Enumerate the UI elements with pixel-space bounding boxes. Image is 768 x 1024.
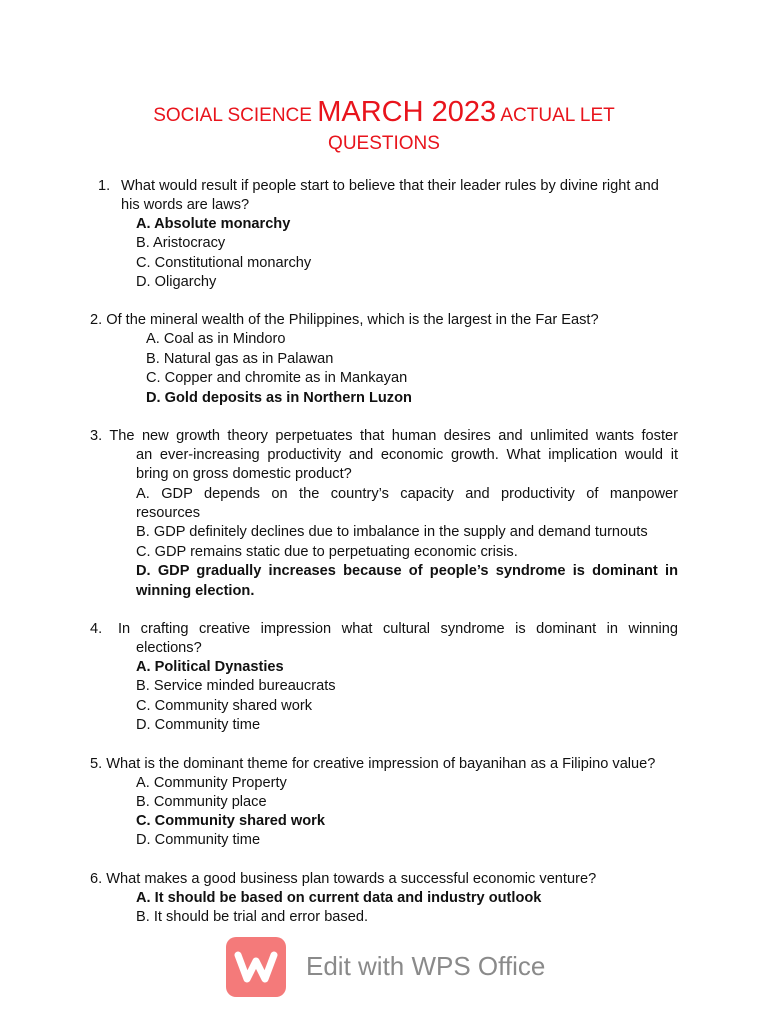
q1-option-a: A. Absolute monarchy: [136, 216, 291, 232]
q2-option-d: D. Gold deposits as in Northern Luzon: [146, 390, 412, 406]
q6-text: 6. What makes a good business plan towards a successful economic venture?: [90, 871, 597, 887]
q5-text: 5. What is the dominant theme for creative impression of bayanihan as a Filipino value?: [90, 756, 656, 772]
q3-option-d-line1: D. GDP gradually increases because of people’s syndrome is dominant in: [136, 563, 678, 579]
wps-edit-banner[interactable]: [226, 937, 566, 999]
q2-option-c: C. Copper and chromite as in Mankayan: [146, 370, 408, 386]
q1-text-line1: What would result if people start to believe that their leader rules by divine right and: [121, 178, 659, 194]
q4-text-line2: elections?: [136, 640, 202, 656]
q5-option-a: A. Community Property: [136, 775, 287, 791]
q3-text-line3: bring on gross domestic product?: [136, 466, 352, 482]
q6-option-b: B. It should be trial and error based.: [136, 909, 369, 925]
q3-option-d-line2: winning election.: [136, 583, 255, 599]
wps-logo-icon: [226, 937, 286, 997]
wps-edit-label[interactable]: Edit with WPS Office: [306, 951, 546, 981]
q1-option-c: C. Constitutional monarchy: [136, 255, 312, 271]
q4-text-line1: In crafting creative impression what cultural syndrome is dominant in winning: [118, 621, 678, 637]
q1-option-d: D. Oligarchy: [136, 274, 217, 290]
q4-option-a: A. Political Dynasties: [136, 659, 284, 675]
q3-option-b: B. GDP definitely declines due to imbalance in the supply and demand turnouts: [136, 524, 648, 540]
q6-option-a: A. It should be based on current data and industry outlook: [136, 890, 542, 906]
q1-text-line2: his words are laws?: [121, 197, 250, 213]
q1-option-b: B. Aristocracy: [136, 235, 226, 251]
q4-number: 4.: [90, 621, 103, 637]
q3-option-a-line1: A. GDP depends on the country’s capacity and productivity of manpower: [136, 486, 678, 502]
q2-option-a: A. Coal as in Mindoro: [146, 331, 286, 347]
q3-option-a-line2: resources: [136, 505, 201, 521]
q5-option-c: C. Community shared work: [136, 813, 325, 829]
q5-option-d: D. Community time: [136, 832, 261, 848]
page-title: SOCIAL SCIENCE MARCH 2023 ACTUAL LET: [153, 96, 615, 128]
q4-option-b: B. Service minded bureaucrats: [136, 678, 336, 694]
q3-text-line2: an ever-increasing productivity and economic growth. What implication would it: [136, 447, 678, 463]
q3-option-c: C. GDP remains static due to perpetuating economic crisis.: [136, 544, 518, 560]
q2-text: 2. Of the mineral wealth of the Philippines, which is the largest in the Far East?: [90, 312, 599, 328]
page-title-line2: QUESTIONS: [328, 133, 440, 154]
q4-option-c: C. Community shared work: [136, 698, 312, 714]
q4-option-d: D. Community time: [136, 717, 261, 733]
q5-option-b: B. Community place: [136, 794, 267, 810]
q2-option-b: B. Natural gas as in Palawan: [146, 351, 334, 367]
q3-text-line1: 3. The new growth theory perpetuates that human desires and unlimited wants foster: [90, 428, 678, 444]
q1-number: 1.: [98, 178, 111, 194]
